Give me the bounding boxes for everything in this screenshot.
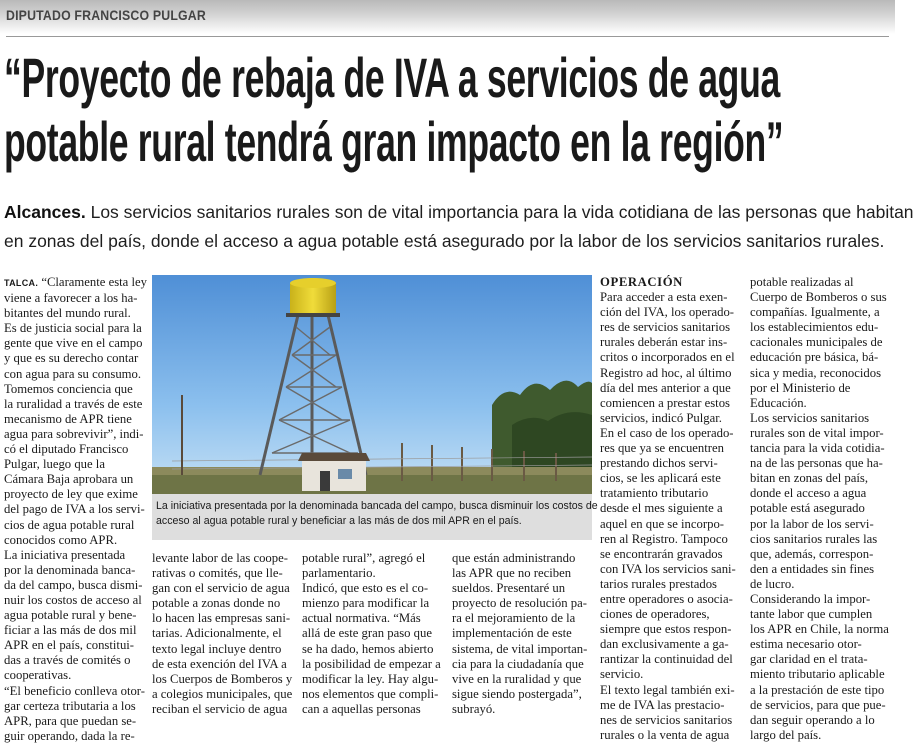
article-line: bitan en zonas del país, — [750, 471, 869, 486]
article-line: sistema, de vital importan- — [452, 641, 588, 656]
headline — [4, 46, 899, 174]
article-line: bitantes del mundo rural. — [4, 306, 131, 321]
article-line: Registro ad hoc, al último — [600, 365, 732, 380]
article-line: desde el mes siguiente a — [600, 501, 723, 516]
section-subhead: OPERACIÓN — [600, 275, 683, 289]
article-column-1 — [4, 275, 147, 744]
article-line: potable realizadas al — [750, 275, 854, 289]
article-line: APR en el país, constitui- — [4, 638, 135, 653]
article-line: rativas o comités, que lle- — [152, 566, 283, 581]
article-line: rantizar la continuidad del — [600, 652, 733, 667]
article-line: del pago de IVA a los servi- — [4, 502, 145, 517]
article-line: estima necesario otor- — [750, 637, 862, 652]
article-line: ficiar a las más de dos mil — [4, 623, 137, 638]
article-line: tancia para la vida cotidia- — [750, 441, 885, 456]
article-line: prestando dichos servi- — [600, 456, 718, 471]
article-line: Pulgar, luego que la — [4, 457, 105, 472]
headline-line: potable rural tendrá gran impacto en la región” — [4, 110, 784, 173]
article-line: que están administrando — [452, 551, 576, 565]
article-column-5 — [600, 275, 738, 743]
article-line: critos o incorporados en el — [600, 350, 735, 365]
article-line: que, además, correspon- — [750, 546, 874, 561]
article-line: rurales son de vital impor- — [750, 425, 884, 440]
deck-line: en zonas del país, donde el acceso a agua potable está asegurado por la labor de los servicios sanitarios rurales. — [4, 231, 885, 251]
article-line: da del campo, busca dismi- — [4, 577, 143, 592]
article-line: tratamiento tributario — [600, 486, 709, 501]
deck-line — [4, 198, 914, 227]
article-line: dan exclusivamente a ga- — [600, 637, 729, 652]
article-line: tarios rurales prestados — [600, 576, 717, 591]
article-line: Tomemos conciencia que — [4, 381, 133, 396]
article-line: proyecto de ley que exime — [4, 487, 138, 502]
article-line: potable está asegurado — [750, 501, 865, 516]
article-line: miento tributario aplicable — [750, 667, 885, 682]
article-column-4 — [452, 551, 592, 717]
article-line: ra el mejoramiento de la — [452, 611, 576, 626]
article-line: Indicó, que esto es el co- — [302, 581, 429, 596]
article-line: texto legal incluye dentro — [152, 641, 282, 656]
article-line: mecanismo de APR tiene — [4, 411, 132, 426]
article-line: cooperativas. — [4, 668, 72, 683]
article-line: gar claridad en el trata- — [750, 652, 868, 667]
article-line: cios, se les aplicará este — [600, 471, 721, 486]
article-line-text: “Claramente esta ley — [38, 275, 147, 289]
section-kicker: DIPUTADO FRANCISCO PULGAR — [6, 7, 206, 23]
article-line: por el Ministerio de — [750, 380, 851, 395]
article-line: Los servicios sanitarios — [750, 410, 870, 425]
article-line: tarias. Adicionalmente, el — [152, 626, 282, 641]
article-line: sigue siendo postergada”, — [452, 686, 582, 701]
article-line: levante labor de las coope- — [152, 551, 288, 565]
article-line: de servicios, para que pue- — [750, 697, 886, 712]
article-line: a colegios municipales, que — [152, 686, 293, 701]
article-line: con IVA los servicios sani- — [600, 561, 736, 576]
article-line: entre operadores o asocia- — [600, 591, 733, 606]
article-line: La iniciativa presentada — [4, 547, 126, 562]
article-line: nos elementos que compli- — [302, 686, 439, 701]
article-line: cios de agua potable rural — [4, 517, 135, 532]
article-line: conocidos como APR. — [4, 532, 118, 547]
article-line: cia para la ciudadanía que — [452, 656, 584, 671]
article-line: tante labor que cumplen — [750, 607, 873, 622]
article-line: sueldos. Presentaré un — [452, 581, 566, 596]
article-line: viene a favorecer a los ha- — [4, 291, 138, 306]
caption-line: acceso al agua potable rural y beneficiar a las más de dos mil APR en el país. — [156, 515, 522, 527]
article-line: den a entidades sin fines — [750, 561, 875, 576]
article-line: educación pre básica, bá- — [750, 350, 879, 365]
article-line: Es de justicia social para la — [4, 321, 142, 336]
article-line: las APR que no reciben — [452, 566, 572, 581]
article-line: de esta exención del IVA a — [152, 656, 287, 671]
article-line: a la prestación de este tipo — [750, 682, 885, 697]
deck-text: Los servicios sanitarios rurales son de vital importancia para la vida cotidiana de las personas que habitan — [85, 202, 914, 222]
article-line: res que ya se encuentren — [600, 441, 724, 456]
article-line: se ha dado, hemos abierto — [302, 641, 434, 656]
article-line: res de servicios sanitarios — [600, 320, 731, 335]
article-line: compañías. Igualmente, a — [750, 305, 880, 320]
article-line: servicios, indicó Pulgar. — [600, 410, 722, 425]
kicker-divider — [6, 36, 889, 37]
headline-line: “Proyecto de rebaja de IVA a servicios de agua — [4, 46, 780, 109]
deck — [4, 198, 914, 256]
article-line: largo del país. — [750, 727, 822, 742]
article-line: potable rural”, agregó el — [302, 551, 426, 565]
article-column-2 — [152, 551, 292, 717]
article-line: me de IVA las prestacio- — [600, 697, 725, 712]
article-line: por la labor de los servi- — [750, 516, 874, 531]
dateline: TALCA. — [4, 278, 39, 288]
article-line: día del mes anterior a que — [600, 380, 731, 395]
article-line: APR, para que puedan se- — [4, 713, 137, 728]
article-line: En el caso de los operado- — [600, 425, 734, 440]
article-line: das a través de comités o — [4, 653, 131, 668]
article-line: cios sanitarios rurales las — [750, 531, 878, 546]
article-line: proyecto de resolución pa- — [452, 596, 587, 611]
article-line: vive en la ruralidad y que — [452, 671, 582, 686]
article-line: guir operando, dada la re- — [4, 728, 135, 743]
article-column-3 — [302, 551, 442, 717]
deck-label: Alcances. — [4, 202, 86, 222]
article-line: parlamentario. — [302, 566, 376, 581]
article-line: implementación de este — [452, 626, 572, 641]
article-line: Educación. — [750, 395, 807, 410]
article-line: Cuerpo de Bomberos o sus — [750, 290, 887, 305]
article-line: El texto legal también exi- — [600, 682, 735, 697]
article-line: mienzo para modificar la — [302, 596, 430, 611]
article-line: de lucro. — [750, 576, 795, 591]
article-line: donde el acceso a agua — [750, 486, 867, 501]
article-line: por la denominada banca- — [4, 562, 136, 577]
article-line: potable a zonas donde no — [152, 596, 281, 611]
article-line: con agua para su consumo. — [4, 366, 142, 381]
article-line: los APR en Chile, la norma — [750, 622, 889, 637]
article-line: allá de este gran paso que — [302, 626, 432, 641]
article-line: “El beneficio conlleva otor- — [4, 683, 146, 698]
article-line: Para acceder a esta exen- — [600, 290, 728, 305]
article-line: can a aquellas personas — [302, 701, 421, 716]
article-line: siempre que estos respon- — [600, 622, 732, 637]
article-line: agua para sobrevivir”, indi- — [4, 426, 144, 441]
article-line: gente que vive en el campo — [4, 336, 143, 351]
article-line: có el diputado Francisco — [4, 442, 129, 457]
article-line: nes de servicios sanitarios — [600, 712, 733, 727]
article-line: Cámara Baja aprobara un — [4, 472, 134, 487]
article-line: cacionales municipales de — [750, 335, 883, 350]
article-line: aquel en que se incorpo- — [600, 516, 725, 531]
article-line: los establecimientos edu- — [750, 320, 879, 335]
article-line: nuir los costos de acceso al — [4, 592, 142, 607]
article-line: dan seguir operando a lo — [750, 712, 875, 727]
caption-line: La iniciativa presentada por la denominada bancada del campo, busca disminuir los costos de — [156, 500, 598, 512]
article-line: modificar la ley. Hay algu- — [302, 671, 439, 686]
article-line: la ruralidad a través de este — [4, 396, 143, 411]
water-tower-photo — [152, 275, 592, 494]
article-line: agua potable rural y bene- — [4, 608, 137, 623]
article-line: reciban el servicio de agua — [152, 701, 288, 716]
article-line: gar certeza tributaria a los — [4, 698, 136, 713]
article-line: actual normativa. “Más — [302, 611, 421, 626]
article-line: se encontrarán gravados — [600, 546, 723, 561]
article-line: na de las personas que ha- — [750, 456, 883, 471]
article-line: rurales deberán estar ins- — [600, 335, 728, 350]
article-line: ciones de operadores, — [600, 607, 710, 622]
article-column-6 — [750, 275, 890, 743]
article-line: gan con el servicio de agua — [152, 581, 290, 596]
article-line: lo hacen las empresas sani- — [152, 611, 291, 626]
article-line: sica y media, reconocidos — [750, 365, 882, 380]
article-line: rurales o la venta de agua — [600, 727, 730, 742]
article-line — [4, 275, 147, 291]
article-line: la posibilidad de empezar a — [302, 656, 441, 671]
article-line: los Cuerpos de Bomberos y — [152, 671, 293, 686]
article-line: ción del IVA, los operado- — [600, 305, 735, 320]
photo-caption — [152, 494, 598, 540]
article-line: Considerando la impor- — [750, 591, 871, 606]
article-line: comiencen a prestar estos — [600, 395, 730, 410]
article-line: ren al Registro. Tampoco — [600, 531, 728, 546]
article-line: y que es su derecho contar — [4, 351, 139, 366]
article-line: subrayó. — [452, 701, 496, 716]
article-line: servicio. — [600, 667, 644, 682]
